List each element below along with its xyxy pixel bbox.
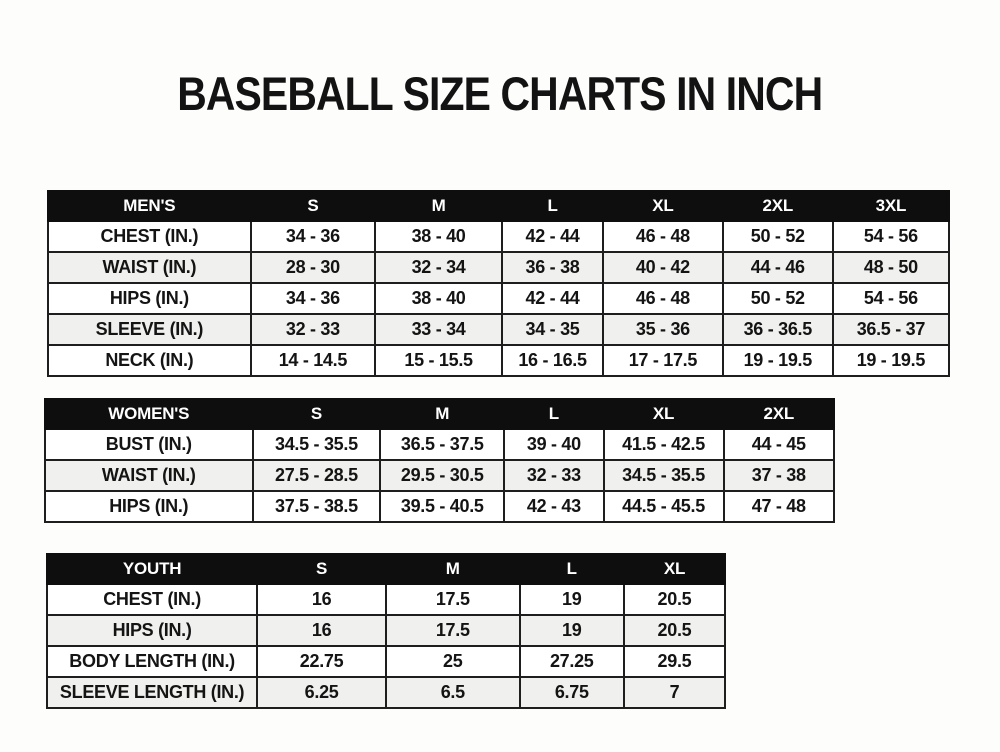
youth-size-header-cell: L xyxy=(520,554,624,584)
size-value-cell: 42 - 43 xyxy=(504,491,603,522)
youth-header-row xyxy=(47,554,725,584)
measurement-label-cell: NECK (IN.) xyxy=(48,345,251,376)
mens-size-header-cell: M xyxy=(375,191,502,221)
page-title xyxy=(0,66,1000,121)
size-value-cell: 39 - 40 xyxy=(504,429,603,460)
mens-table-title-cell: MEN'S xyxy=(48,191,251,221)
page-title-text: BASEBALL SIZE CHARTS IN INCH xyxy=(177,67,823,120)
size-value-cell: 37.5 - 38.5 xyxy=(253,491,381,522)
size-value-cell: 42 - 44 xyxy=(502,221,603,252)
size-value-cell: 36 - 36.5 xyxy=(723,314,833,345)
womens-measurement-row xyxy=(45,429,834,460)
womens-size-header-cell: 2XL xyxy=(724,399,835,429)
size-value-cell: 39.5 - 40.5 xyxy=(380,491,504,522)
youth-measurement-row xyxy=(47,615,725,646)
womens-measurement-row xyxy=(45,491,834,522)
size-value-cell: 54 - 56 xyxy=(833,283,949,314)
size-value-cell: 44 - 45 xyxy=(724,429,835,460)
size-value-cell: 48 - 50 xyxy=(833,252,949,283)
youth-measurement-row xyxy=(47,584,725,615)
womens-table-title-cell: WOMEN'S xyxy=(45,399,253,429)
size-value-cell: 32 - 33 xyxy=(504,460,603,491)
youth-size-table xyxy=(46,553,726,709)
youth-measurement-row xyxy=(47,677,725,708)
size-value-cell: 17 - 17.5 xyxy=(603,345,723,376)
youth-size-header-cell: M xyxy=(386,554,520,584)
size-value-cell: 6.75 xyxy=(520,677,624,708)
size-value-cell: 29.5 xyxy=(624,646,725,677)
size-value-cell: 34 - 36 xyxy=(251,283,375,314)
size-value-cell: 33 - 34 xyxy=(375,314,502,345)
size-value-cell: 38 - 40 xyxy=(375,221,502,252)
size-value-cell: 38 - 40 xyxy=(375,283,502,314)
size-value-cell: 20.5 xyxy=(624,584,725,615)
measurement-label-cell: WAIST (IN.) xyxy=(45,460,253,491)
mens-size-header-cell: 3XL xyxy=(833,191,949,221)
measurement-label-cell: HIPS (IN.) xyxy=(48,283,251,314)
mens-size-header-cell: 2XL xyxy=(723,191,833,221)
mens-measurement-row xyxy=(48,283,949,314)
measurement-label-cell: SLEEVE LENGTH (IN.) xyxy=(47,677,257,708)
size-value-cell: 32 - 34 xyxy=(375,252,502,283)
womens-size-header-cell: L xyxy=(504,399,603,429)
womens-size-header-cell: M xyxy=(380,399,504,429)
size-value-cell: 15 - 15.5 xyxy=(375,345,502,376)
size-value-cell: 40 - 42 xyxy=(603,252,723,283)
size-value-cell: 17.5 xyxy=(386,584,520,615)
size-value-cell: 34 - 35 xyxy=(502,314,603,345)
measurement-label-cell: HIPS (IN.) xyxy=(47,615,257,646)
mens-size-header-cell: XL xyxy=(603,191,723,221)
measurement-label-cell: SLEEVE (IN.) xyxy=(48,314,251,345)
size-value-cell: 37 - 38 xyxy=(724,460,835,491)
size-value-cell: 27.5 - 28.5 xyxy=(253,460,381,491)
mens-size-header-cell: S xyxy=(251,191,375,221)
size-value-cell: 36 - 38 xyxy=(502,252,603,283)
measurement-label-cell: BODY LENGTH (IN.) xyxy=(47,646,257,677)
size-value-cell: 34.5 - 35.5 xyxy=(604,460,724,491)
size-value-cell: 19 xyxy=(520,584,624,615)
size-value-cell: 36.5 - 37.5 xyxy=(380,429,504,460)
size-value-cell: 35 - 36 xyxy=(603,314,723,345)
size-value-cell: 32 - 33 xyxy=(251,314,375,345)
size-value-cell: 27.25 xyxy=(520,646,624,677)
size-value-cell: 46 - 48 xyxy=(603,283,723,314)
size-value-cell: 36.5 - 37 xyxy=(833,314,949,345)
size-value-cell: 44 - 46 xyxy=(723,252,833,283)
measurement-label-cell: CHEST (IN.) xyxy=(48,221,251,252)
size-value-cell: 41.5 - 42.5 xyxy=(604,429,724,460)
size-value-cell: 50 - 52 xyxy=(723,221,833,252)
youth-size-header-cell: S xyxy=(257,554,386,584)
size-value-cell: 54 - 56 xyxy=(833,221,949,252)
size-value-cell: 50 - 52 xyxy=(723,283,833,314)
size-value-cell: 25 xyxy=(386,646,520,677)
size-value-cell: 16 - 16.5 xyxy=(502,345,603,376)
measurement-label-cell: BUST (IN.) xyxy=(45,429,253,460)
size-value-cell: 28 - 30 xyxy=(251,252,375,283)
mens-measurement-row xyxy=(48,221,949,252)
size-value-cell: 47 - 48 xyxy=(724,491,835,522)
mens-size-table xyxy=(47,190,950,377)
womens-header-row xyxy=(45,399,834,429)
mens-header-row xyxy=(48,191,949,221)
size-value-cell: 17.5 xyxy=(386,615,520,646)
youth-table-title-cell: YOUTH xyxy=(47,554,257,584)
size-value-cell: 7 xyxy=(624,677,725,708)
size-value-cell: 29.5 - 30.5 xyxy=(380,460,504,491)
size-value-cell: 34 - 36 xyxy=(251,221,375,252)
youth-size-header-cell: XL xyxy=(624,554,725,584)
measurement-label-cell: HIPS (IN.) xyxy=(45,491,253,522)
size-value-cell: 16 xyxy=(257,584,386,615)
womens-size-header-cell: XL xyxy=(604,399,724,429)
measurement-label-cell: WAIST (IN.) xyxy=(48,252,251,283)
womens-size-header-cell: S xyxy=(253,399,381,429)
womens-size-table xyxy=(44,398,835,523)
size-value-cell: 42 - 44 xyxy=(502,283,603,314)
mens-measurement-row xyxy=(48,345,949,376)
size-value-cell: 20.5 xyxy=(624,615,725,646)
size-value-cell: 19 - 19.5 xyxy=(833,345,949,376)
mens-size-header-cell: L xyxy=(502,191,603,221)
size-value-cell: 19 xyxy=(520,615,624,646)
size-value-cell: 22.75 xyxy=(257,646,386,677)
size-value-cell: 16 xyxy=(257,615,386,646)
youth-measurement-row xyxy=(47,646,725,677)
size-value-cell: 14 - 14.5 xyxy=(251,345,375,376)
size-value-cell: 34.5 - 35.5 xyxy=(253,429,381,460)
size-value-cell: 6.25 xyxy=(257,677,386,708)
size-value-cell: 6.5 xyxy=(386,677,520,708)
measurement-label-cell: CHEST (IN.) xyxy=(47,584,257,615)
size-value-cell: 44.5 - 45.5 xyxy=(604,491,724,522)
womens-measurement-row xyxy=(45,460,834,491)
size-value-cell: 19 - 19.5 xyxy=(723,345,833,376)
size-value-cell: 46 - 48 xyxy=(603,221,723,252)
mens-measurement-row xyxy=(48,252,949,283)
mens-measurement-row xyxy=(48,314,949,345)
